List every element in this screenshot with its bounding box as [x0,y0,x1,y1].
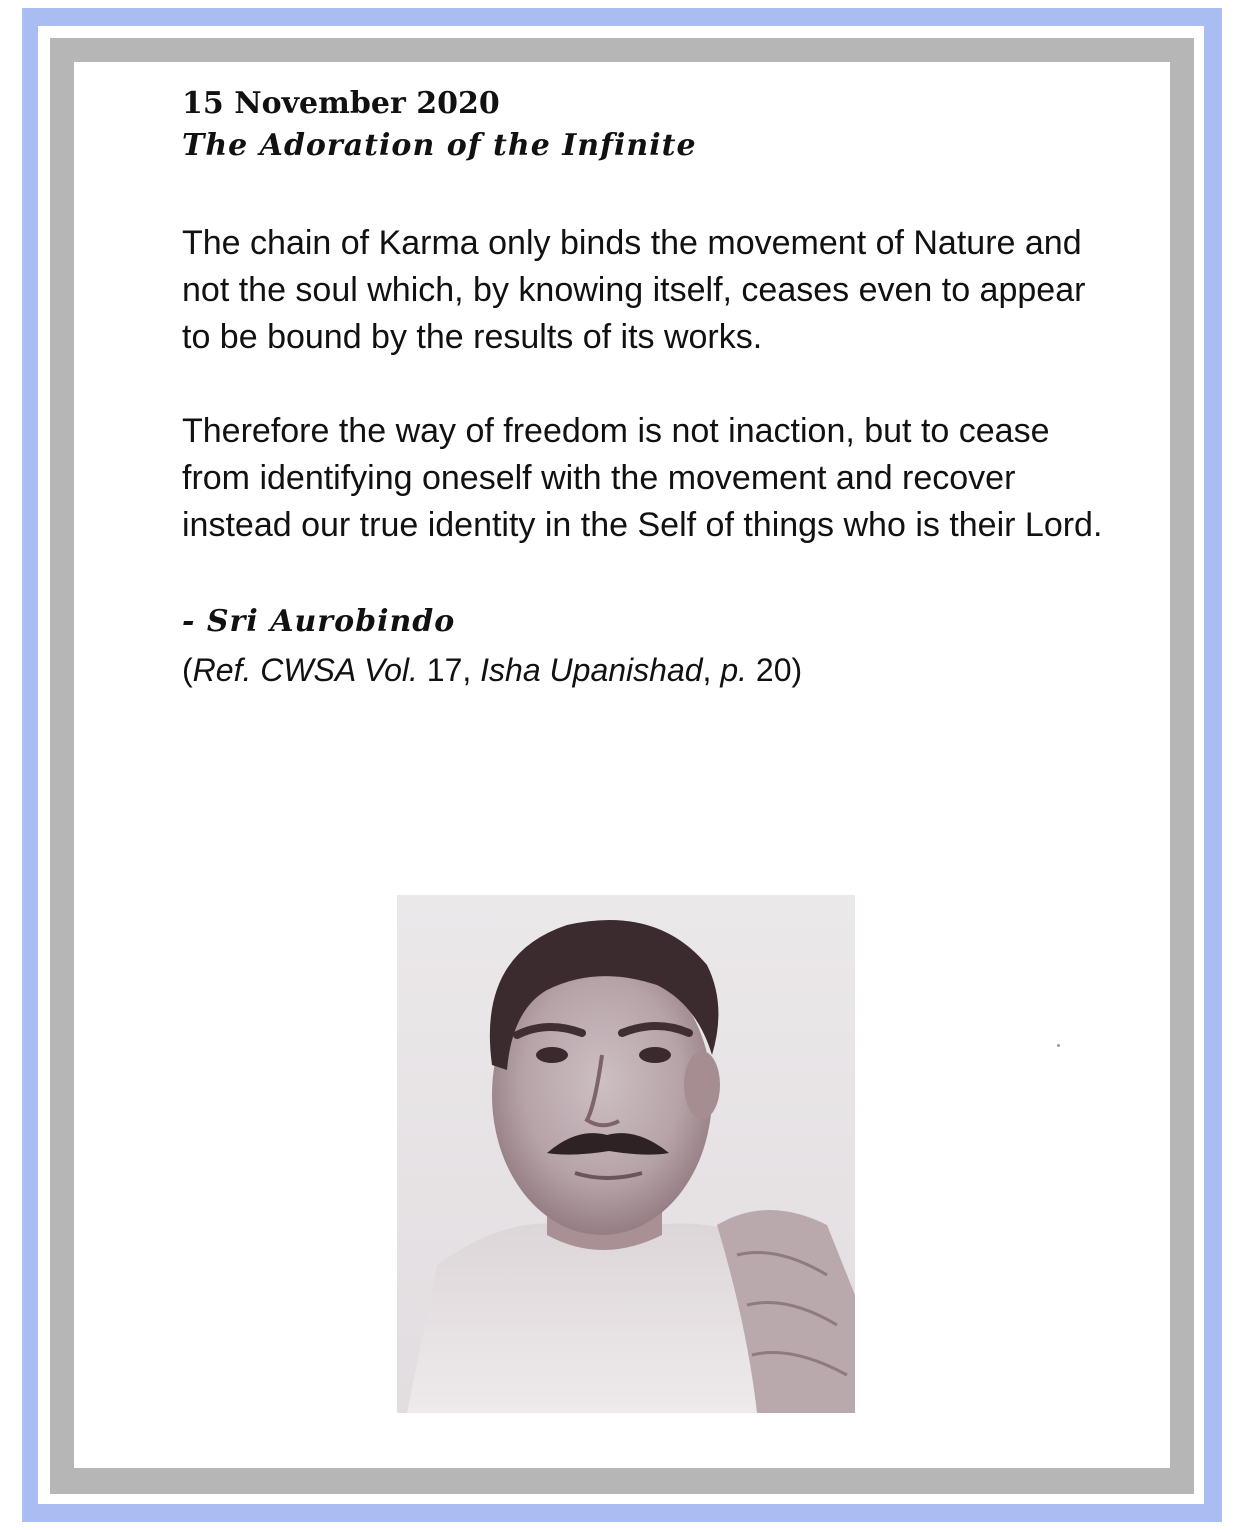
portrait-illustration [397,895,855,1413]
quote-paragraph-1: The chain of Karma only binds the movement of Nature and not the soul which, by knowing itself, ceases even to appear to be bound by the results of its works. [182,224,1086,356]
reference-page: 20) [747,652,803,688]
source-reference [182,648,1122,692]
post-date: 15 November 2020 [182,86,500,121]
series-title: The Adoration of the Infinite [182,128,697,163]
reference-ref-label: Ref. [192,652,252,688]
reference-page-label: p. [720,652,747,688]
card-content [182,84,1122,692]
reference-collection: CWSA Vol. [251,652,418,688]
reference-work: Isha Upanishad [480,652,703,688]
reference-sep: , [702,652,721,688]
reference-open: ( [182,652,193,688]
speck-mark [1057,1044,1060,1047]
author-attribution: - Sri Aurobindo [182,604,456,639]
author-portrait [397,895,855,1413]
quote-paragraph-2: Therefore the way of freedom is not inaction, but to cease from identifying oneself with the movement and recover instead our true identity in the Self of things who is their Lord. [182,412,1103,544]
reference-volume: 17, [417,652,481,688]
